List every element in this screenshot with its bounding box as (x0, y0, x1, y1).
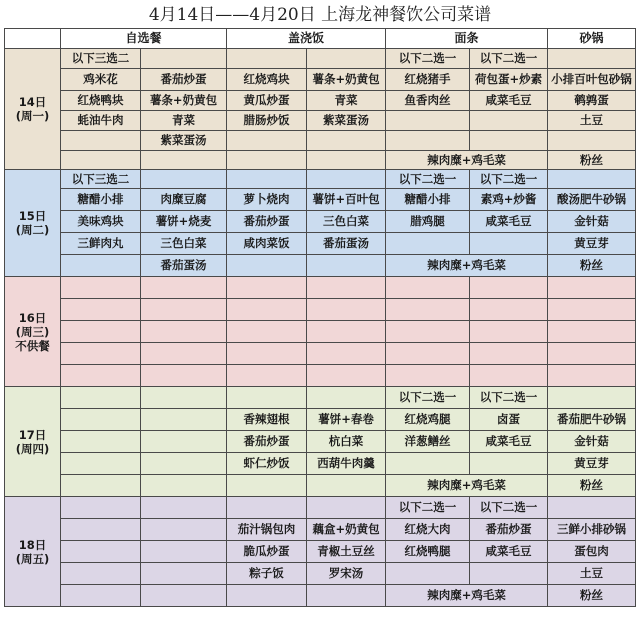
menu-cell: 番茄炒蛋 (227, 211, 307, 233)
menu-cell (141, 343, 227, 365)
menu-cell: 粉丝 (548, 255, 636, 277)
menu-cell (227, 497, 307, 519)
menu-row (5, 189, 636, 211)
menu-cell: 三色白菜 (141, 233, 227, 255)
menu-cell: 番茄蛋汤 (141, 255, 227, 277)
menu-cell (141, 409, 227, 431)
day-label (5, 387, 61, 497)
menu-cell: 辣肉糜+鸡毛菜 (386, 475, 548, 497)
menu-cell: 三鲜小排砂锅 (548, 519, 636, 541)
menu-cell (470, 365, 548, 387)
menu-cell (61, 585, 141, 607)
menu-cell (307, 151, 386, 170)
day-label-line: 不供餐 (15, 338, 50, 353)
day-label-line: 14日 (18, 95, 47, 109)
menu-cell: 黄瓜炒蛋 (227, 91, 307, 111)
menu-row (5, 111, 636, 131)
menu-row (5, 277, 636, 299)
menu-row (5, 541, 636, 563)
menu-row (5, 255, 636, 277)
day-label-line: (周三) (15, 324, 50, 339)
menu-cell (386, 343, 470, 365)
menu-cell: 美味鸡块 (61, 211, 141, 233)
menu-cell: 青椒土豆丝 (307, 541, 386, 563)
day-label-line: 17日 (18, 427, 47, 442)
header-corner (5, 29, 61, 49)
header-miantiao: 面条 (386, 29, 548, 49)
menu-cell: 三色白菜 (307, 211, 386, 233)
menu-cell: 紫菜蛋汤 (141, 131, 227, 151)
menu-cell (227, 387, 307, 409)
menu-cell (386, 365, 470, 387)
menu-cell (141, 563, 227, 585)
menu-cell: 金针菇 (548, 431, 636, 453)
menu-cell (470, 453, 548, 475)
menu-cell (61, 321, 141, 343)
menu-cell (61, 497, 141, 519)
menu-cell (227, 321, 307, 343)
menu-cell: 以下三选二 (61, 49, 141, 69)
header-row (5, 29, 636, 49)
menu-cell: 以下二选一 (470, 170, 548, 189)
menu-cell (470, 111, 548, 131)
menu-row (5, 151, 636, 170)
menu-cell: 小排百叶包砂锅 (548, 69, 636, 91)
menu-cell (307, 49, 386, 69)
menu-cell: 粉丝 (548, 475, 636, 497)
menu-cell (307, 321, 386, 343)
menu-cell (307, 255, 386, 277)
menu-row (5, 343, 636, 365)
menu-cell: 辣肉糜+鸡毛菜 (386, 585, 548, 607)
day-label-line: (周二) (15, 223, 50, 237)
menu-row (5, 453, 636, 475)
menu-cell: 咸菜毛豆 (470, 211, 548, 233)
menu-cell (386, 131, 470, 151)
header-zixuan: 自选餐 (61, 29, 227, 49)
menu-cell: 酸汤肥牛砂锅 (548, 189, 636, 211)
menu-cell: 黄豆芽 (548, 233, 636, 255)
menu-cell: 洋葱鳝丝 (386, 431, 470, 453)
menu-cell: 番茄蛋汤 (307, 233, 386, 255)
menu-cell (61, 431, 141, 453)
menu-cell (141, 151, 227, 170)
menu-cell (227, 475, 307, 497)
menu-cell: 薯条+奶黄包 (307, 69, 386, 91)
menu-cell (307, 170, 386, 189)
menu-cell (470, 321, 548, 343)
menu-row (5, 585, 636, 607)
menu-cell: 糖醋小排 (386, 189, 470, 211)
menu-cell: 藕盒+奶黄包 (307, 519, 386, 541)
menu-cell (61, 277, 141, 299)
menu-cell: 腊肠炒饭 (227, 111, 307, 131)
menu-cell (61, 519, 141, 541)
menu-cell: 鹌鹑蛋 (548, 91, 636, 111)
menu-cell (61, 255, 141, 277)
menu-cell: 红烧鸭块 (61, 91, 141, 111)
day-label (5, 170, 61, 277)
menu-cell: 红烧鸡块 (227, 69, 307, 91)
menu-cell (386, 563, 470, 585)
menu-cell: 以下二选一 (386, 387, 470, 409)
menu-row (5, 321, 636, 343)
menu-cell: 茄汁锅包肉 (227, 519, 307, 541)
menu-cell: 薯饼+烧麦 (141, 211, 227, 233)
day-label-line: (周四) (15, 441, 50, 456)
menu-cell (141, 453, 227, 475)
menu-cell (141, 585, 227, 607)
menu-cell (307, 475, 386, 497)
menu-cell: 土豆 (548, 111, 636, 131)
menu-cell: 脆瓜炒蛋 (227, 541, 307, 563)
menu-cell (141, 497, 227, 519)
menu-cell: 粉丝 (548, 585, 636, 607)
menu-cell: 蛋包肉 (548, 541, 636, 563)
menu-cell (307, 497, 386, 519)
menu-cell: 萝卜烧肉 (227, 189, 307, 211)
day-label (5, 497, 61, 607)
menu-cell (61, 131, 141, 151)
menu-cell: 杭白菜 (307, 431, 386, 453)
header-shaguo: 砂锅 (548, 29, 636, 49)
menu-cell (470, 563, 548, 585)
menu-cell: 三鲜肉丸 (61, 233, 141, 255)
menu-row (5, 49, 636, 69)
menu-cell (548, 387, 636, 409)
menu-cell: 青菜 (141, 111, 227, 131)
menu-row (5, 69, 636, 91)
menu-cell (141, 519, 227, 541)
menu-cell: 以下二选一 (386, 497, 470, 519)
menu-cell: 紫菜蛋汤 (307, 111, 386, 131)
menu-cell: 薯饼+春卷 (307, 409, 386, 431)
menu-cell (227, 365, 307, 387)
menu-cell (61, 151, 141, 170)
menu-cell: 咸菜毛豆 (470, 431, 548, 453)
menu-row (5, 497, 636, 519)
menu-cell: 红烧大肉 (386, 519, 470, 541)
menu-cell (386, 111, 470, 131)
menu-cell (61, 343, 141, 365)
menu-cell (227, 131, 307, 151)
menu-cell: 咸肉菜饭 (227, 233, 307, 255)
menu-cell: 粉丝 (548, 151, 636, 170)
header-gaijiao: 盖浇饭 (227, 29, 386, 49)
menu-cell: 咸菜毛豆 (470, 541, 548, 563)
menu-cell: 卤蛋 (470, 409, 548, 431)
menu-cell (548, 497, 636, 519)
menu-cell: 番茄炒蛋 (470, 519, 548, 541)
menu-cell (61, 387, 141, 409)
menu-cell: 腊鸡腿 (386, 211, 470, 233)
menu-cell (307, 277, 386, 299)
menu-cell (386, 277, 470, 299)
menu-cell (141, 387, 227, 409)
menu-row (5, 409, 636, 431)
menu-cell (548, 343, 636, 365)
menu-cell: 粽子饭 (227, 563, 307, 585)
menu-cell (548, 365, 636, 387)
menu-cell (61, 541, 141, 563)
menu-cell (386, 321, 470, 343)
menu-cell (227, 343, 307, 365)
menu-row (5, 233, 636, 255)
menu-cell (61, 563, 141, 585)
menu-cell (227, 299, 307, 321)
menu-cell (548, 277, 636, 299)
menu-cell (141, 170, 227, 189)
menu-cell: 以下二选一 (386, 170, 470, 189)
menu-cell (141, 49, 227, 69)
menu-cell: 咸菜毛豆 (470, 91, 548, 111)
menu-row (5, 365, 636, 387)
menu-cell (307, 387, 386, 409)
menu-cell: 以下二选一 (470, 49, 548, 69)
menu-cell: 以下三选二 (61, 170, 141, 189)
menu-cell (141, 365, 227, 387)
menu-cell: 罗宋汤 (307, 563, 386, 585)
menu-table (4, 28, 636, 607)
menu-cell: 肉糜豆腐 (141, 189, 227, 211)
menu-cell (548, 170, 636, 189)
menu-cell: 素鸡+炒酱 (470, 189, 548, 211)
menu-cell: 以下二选一 (470, 387, 548, 409)
menu-cell: 番茄肥牛砂锅 (548, 409, 636, 431)
day-label (5, 277, 61, 387)
menu-row (5, 519, 636, 541)
menu-cell: 薯条+奶黄包 (141, 91, 227, 111)
menu-cell (227, 277, 307, 299)
day-label-line: (周一) (15, 109, 50, 123)
menu-row (5, 91, 636, 111)
menu-cell (386, 453, 470, 475)
day-label-line: 15日 (18, 209, 47, 223)
day-label-line: 18日 (18, 537, 47, 552)
menu-cell (227, 170, 307, 189)
menu-cell (141, 431, 227, 453)
menu-row (5, 170, 636, 189)
menu-cell: 西葫牛肉羹 (307, 453, 386, 475)
menu-cell: 番茄炒蛋 (141, 69, 227, 91)
menu-cell: 蚝油牛肉 (61, 111, 141, 131)
menu-cell (307, 365, 386, 387)
menu-cell (61, 453, 141, 475)
menu-cell (470, 233, 548, 255)
menu-cell (548, 131, 636, 151)
menu-row (5, 563, 636, 585)
menu-cell (141, 299, 227, 321)
menu-cell: 荷包蛋+炒素 (470, 69, 548, 91)
menu-cell (470, 277, 548, 299)
menu-cell (470, 131, 548, 151)
menu-row (5, 131, 636, 151)
menu-cell (227, 49, 307, 69)
menu-cell (227, 255, 307, 277)
menu-cell: 鸡米花 (61, 69, 141, 91)
menu-cell (141, 541, 227, 563)
menu-cell: 土豆 (548, 563, 636, 585)
menu-row (5, 431, 636, 453)
menu-row (5, 299, 636, 321)
menu-cell (307, 299, 386, 321)
menu-cell: 红烧猪手 (386, 69, 470, 91)
menu-cell (548, 49, 636, 69)
menu-cell (61, 475, 141, 497)
menu-cell (386, 233, 470, 255)
menu-cell: 红烧鸭腿 (386, 541, 470, 563)
menu-row (5, 211, 636, 233)
menu-cell (307, 343, 386, 365)
menu-cell: 辣肉糜+鸡毛菜 (386, 255, 548, 277)
menu-cell (548, 299, 636, 321)
menu-cell: 以下二选一 (386, 49, 470, 69)
day-label (5, 49, 61, 170)
menu-cell (227, 151, 307, 170)
menu-cell (61, 409, 141, 431)
menu-cell: 薯饼+百叶包 (307, 189, 386, 211)
menu-cell (141, 475, 227, 497)
menu-cell (470, 343, 548, 365)
menu-cell: 以下二选一 (470, 497, 548, 519)
menu-cell: 香辣翅根 (227, 409, 307, 431)
menu-cell (61, 365, 141, 387)
menu-cell (386, 299, 470, 321)
menu-cell: 黄豆芽 (548, 453, 636, 475)
menu-cell: 辣肉糜+鸡毛菜 (386, 151, 548, 170)
menu-cell (307, 585, 386, 607)
day-label-line: (周五) (15, 551, 50, 566)
day-label-line: 16日 (18, 310, 47, 325)
menu-cell (227, 585, 307, 607)
menu-cell: 青菜 (307, 91, 386, 111)
menu-cell (61, 299, 141, 321)
menu-row (5, 475, 636, 497)
menu-cell (141, 277, 227, 299)
menu-cell (307, 131, 386, 151)
menu-cell: 虾仁炒饭 (227, 453, 307, 475)
menu-row (5, 387, 636, 409)
menu-cell: 番茄炒蛋 (227, 431, 307, 453)
menu-cell: 鱼香肉丝 (386, 91, 470, 111)
menu-cell: 金针菇 (548, 211, 636, 233)
menu-cell (470, 299, 548, 321)
menu-cell (141, 321, 227, 343)
menu-cell: 红烧鸡腿 (386, 409, 470, 431)
menu-cell: 糖醋小排 (61, 189, 141, 211)
menu-cell (548, 321, 636, 343)
page-title: 4月14日——4月20日 上海龙神餐饮公司菜谱 (148, 5, 492, 25)
